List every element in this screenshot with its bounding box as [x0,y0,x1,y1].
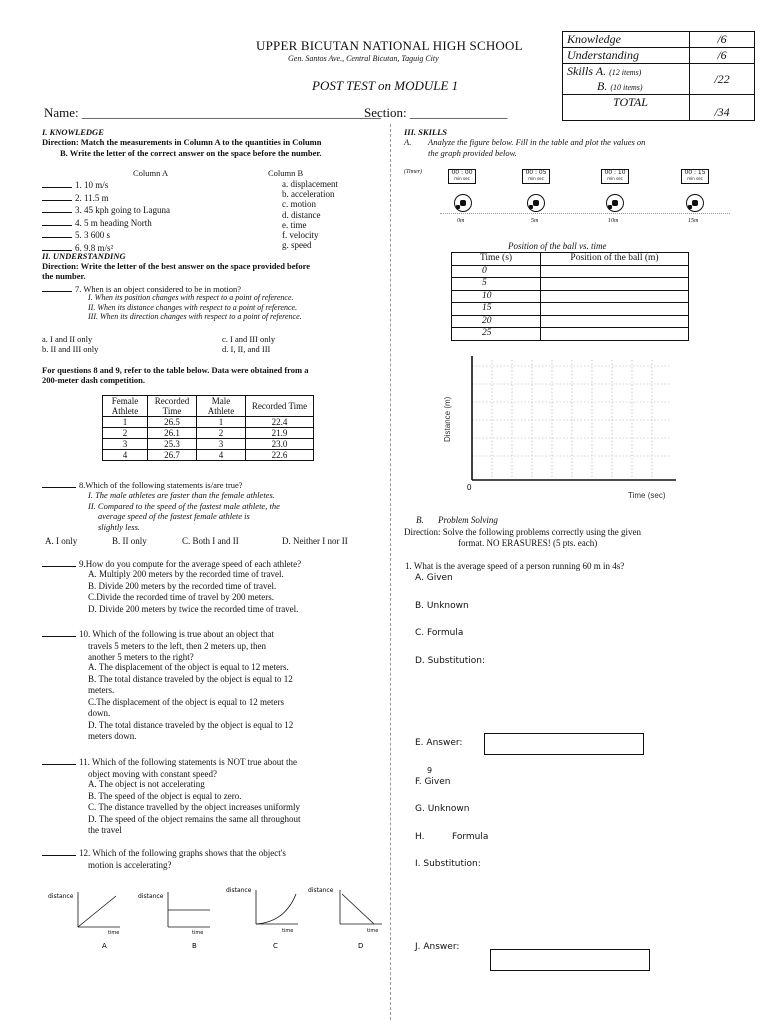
table-row[interactable]: 25 [452,328,689,341]
column-b-item: b. acceleration [282,189,335,200]
position-label: 5m [531,218,539,224]
p2-given[interactable]: F. Given [415,777,451,787]
score-label: Skills A. [567,64,607,78]
timer-display: 00 : 15 min sec [681,169,709,184]
ground-line [440,213,730,214]
graph-xlabel: time [282,928,294,934]
column-a-item[interactable]: 5. 3 600 s [42,229,170,242]
p1-answer-label: E. Answer: [415,738,463,748]
soccer-ball-icon [454,194,472,212]
score-label: Understanding [563,48,690,64]
question-11[interactable]: 11. Which of the following statements is NOT true about the object moving with constant speed? [42,756,297,780]
timer-display: 00 : 05 min sec [522,169,550,184]
table-row[interactable]: 5 [452,278,689,291]
q12-graph-c[interactable] [226,887,298,950]
column-b-item: e. time [282,219,307,230]
graph-origin: 0 [467,483,472,492]
score-label: Knowledge [563,32,690,48]
q8-choice-c[interactable]: C. Both I and II [182,536,239,546]
q7-choice-d[interactable]: d. I, II, and III [222,344,271,354]
problem-solving-direction: Direction: Solve the following problems correctly using the given [404,527,641,537]
score-note: (10 items) [610,83,643,92]
p2-formula-letter: H. [415,832,425,842]
soccer-ball-icon [606,194,624,212]
timer-display: 00 : 00 min sec [448,169,476,184]
graph-ylabel: distance [226,887,252,894]
table-row[interactable]: 15 [452,303,689,316]
p2-formula[interactable]: Formula [452,832,489,842]
race-table-header: Recorded Time [246,396,314,417]
test-title: POST TEST on MODULE 1 [312,78,459,93]
table-row: 1 26.5 1 22.4 [103,417,314,428]
column-a-item[interactable]: 4. 5 m heading North [42,217,170,230]
soccer-ball-icon [527,194,545,212]
q12-graphs [40,882,390,962]
problem-2-number: 9 [427,766,433,775]
graph-letter: D [358,942,364,950]
table-row[interactable]: 10 [452,290,689,303]
score-value[interactable]: /6 [690,32,755,48]
question-10[interactable]: 10. Which of the following is true about an object that travels 5 meters to the left, then 2 meters up, then another 5 meters to the right? [42,628,382,664]
position-table-header: Time (s) [452,253,541,266]
position-label: 0m [457,218,465,224]
column-a-item[interactable]: 1. 10 m/s [42,179,170,192]
knowledge-direction: Direction: Match the measurements in Column A to the quantities in Column [42,137,322,147]
table-row: 2 26.1 2 21.9 [103,428,314,439]
knowledge-heading: I. KNOWLEDGE [42,127,104,137]
q12-graph-b[interactable] [138,892,210,950]
q12-graph-a[interactable] [48,892,120,950]
q7-statements: I. When its position changes with respect to a point of reference. II. When its distance changes with respect to a point of reference. III. When its direction changes with respect to a point of reference. [88,293,302,321]
position-label: 10m [608,218,619,224]
question-12[interactable]: 12. Which of the following graphs shows that the object's motion is accelerating? [42,847,286,871]
table-row[interactable]: 20 [452,315,689,328]
graph-ylabel: distance [138,893,164,900]
p1-answer-box[interactable] [484,733,644,755]
timer-display: 00 : 10 min sec [601,169,629,184]
p2-substitution[interactable]: I. Substitution: [415,859,481,869]
understanding-direction: the number. [42,271,86,281]
skills-a-text: Analyze the figure below. Fill in the table and plot the values on the graph provided below. [428,137,646,158]
column-b-item: f. velocity [282,230,319,241]
score-value[interactable]: /6 [690,48,755,64]
table-row: 4 26.7 4 22.6 [103,450,314,461]
score-table [562,31,755,121]
graph-ylabel: distance [308,887,334,894]
knowledge-direction: B. Write the letter of the correct answer on the space before the number. [60,148,322,158]
q9-choices[interactable]: A. Multiply 200 meters by the recorded time of travel. B. Divide 200 meters by the recorded time of travel. C.Divide the recorded time of travel by 200 meters. D. Divide 200 meters by twice the recorded time of travel. [88,569,299,614]
column-a-list [42,179,170,254]
position-table-title: Position of the ball vs. time [508,241,607,251]
score-label: B. [597,79,608,93]
timer-label: (Timer) [404,169,422,175]
q7-choice-c[interactable]: c. I and III only [222,334,276,344]
table-row: 3 25.3 3 23.0 [103,439,314,450]
race-table-header: Female Athlete [103,396,148,417]
column-a-header: Column A [133,168,169,178]
p2-answer-label: J. Answer: [415,942,460,952]
column-a-item[interactable]: 3. 45 kph going to Laguna [42,204,170,217]
name-field[interactable]: Name: ______________________________________________ [44,105,381,120]
score-value[interactable]: /22 [690,64,755,95]
skills-b-label: B. [416,515,424,525]
q11-choices[interactable]: A. The object is not accelerating B. The speed of the object is equal to zero. C. The distance travelled by the object increases uniformly D. The speed of the object remains the same all throughout the travel [88,779,301,835]
q8-statements: I. The male athletes are faster than the female athletes. II. Compared to the speed of the fastest male athlete, the average speed of the fastest female athlete is slightly less. [88,490,280,532]
q7-choice-b[interactable]: b. II and III only [42,344,99,354]
question-9[interactable]: 9.How do you compute for the average speed of each athlete? [42,558,301,569]
graph-xlabel: Time (sec) [628,491,666,500]
race-table-header: Male Athlete [197,396,246,417]
problem-solving-direction: format. NO ERASURES! (5 pts. each) [458,538,598,548]
section-field[interactable]: Section: _______________ [364,105,508,120]
graph-xlabel: time [192,930,204,936]
column-b-item: g. speed [282,240,312,251]
graph-ylabel: distance [48,893,74,900]
graph-xlabel: time [108,930,120,936]
column-a-item[interactable]: 6. 9.8 m/s² [42,242,170,255]
skills-a-label: A. [404,137,412,147]
graph-ylabel: Distance (m) [443,396,452,442]
column-a-item[interactable]: 2. 11.5 m [42,192,170,205]
problem-1: 1. What is the average speed of a person running 60 m in 4s? [405,561,625,571]
understanding-direction: Direction: Write the letter of the best answer on the space provided before [42,261,311,271]
graph-xlabel: time [367,928,379,934]
distance-time-graph[interactable] [430,352,690,502]
q8-9-intro: For questions 8 and 9, refer to the table below. Data were obtained from a [42,365,309,375]
score-value[interactable]: /34 [690,95,755,121]
q8-choice-a[interactable]: A. I only [45,536,78,546]
position-label: 15m [688,218,699,224]
q8-9-intro: 200-meter dash competition. [42,375,146,385]
understanding-heading: II. UNDERSTANDING [42,251,126,261]
problem-solving-heading: Problem Solving [438,515,498,525]
q12-graph-d[interactable] [308,887,382,950]
question-7[interactable]: 7. When is an object considered to be in motion? [42,283,241,294]
score-note: (12 items) [609,68,642,77]
q10-choices[interactable]: A. The displacement of the object is equal to 12 meters. B. The total distance traveled by the object is equal to 12 meters. C.The displacement of the object is equal to 12 meters down. D. The total distance traveled by the object is equal to 12 meters down. [88,662,294,741]
position-table [451,252,689,341]
soccer-ball-icon [686,194,704,212]
q7-choice-a[interactable]: a. I and II only [42,334,93,344]
question-8[interactable]: 8.Which of the following statements is/are true? [42,479,243,490]
graph-letter: A [102,942,107,950]
graph-letter: C [273,942,278,950]
school-name: UPPER BICUTAN NATIONAL HIGH SCHOOL [256,38,523,53]
column-b-item: c. motion [282,199,316,210]
column-b-list [282,179,338,250]
p1-unknown[interactable]: B. Unknown [415,601,469,611]
p2-unknown[interactable]: G. Unknown [415,804,470,814]
school-address: Gen. Santos Ave., Central Bicutan, Taguig City [288,54,439,63]
p1-substitution[interactable]: D. Substitution: [415,656,486,666]
table-row[interactable]: 0 [452,265,689,278]
q8-choice-d[interactable]: D. Neither I nor II [282,536,348,546]
column-b-header: Column B [268,168,304,178]
column-divider [390,124,391,1020]
p1-formula[interactable]: C. Formula [415,628,464,638]
score-label: TOTAL [563,95,690,121]
skills-heading: III. SKILLS [404,127,447,137]
race-table-header: Recorded Time [148,396,197,417]
graph-letter: B [192,942,197,950]
p1-given[interactable]: A. Given [415,573,453,583]
p2-answer-box[interactable] [490,949,650,971]
position-table-header: Position of the ball (m) [541,253,689,266]
q8-choice-b[interactable]: B. II only [112,536,147,546]
column-b-item: d. distance [282,209,321,220]
race-table [102,395,314,461]
column-b-item: a. displacement [282,179,338,189]
